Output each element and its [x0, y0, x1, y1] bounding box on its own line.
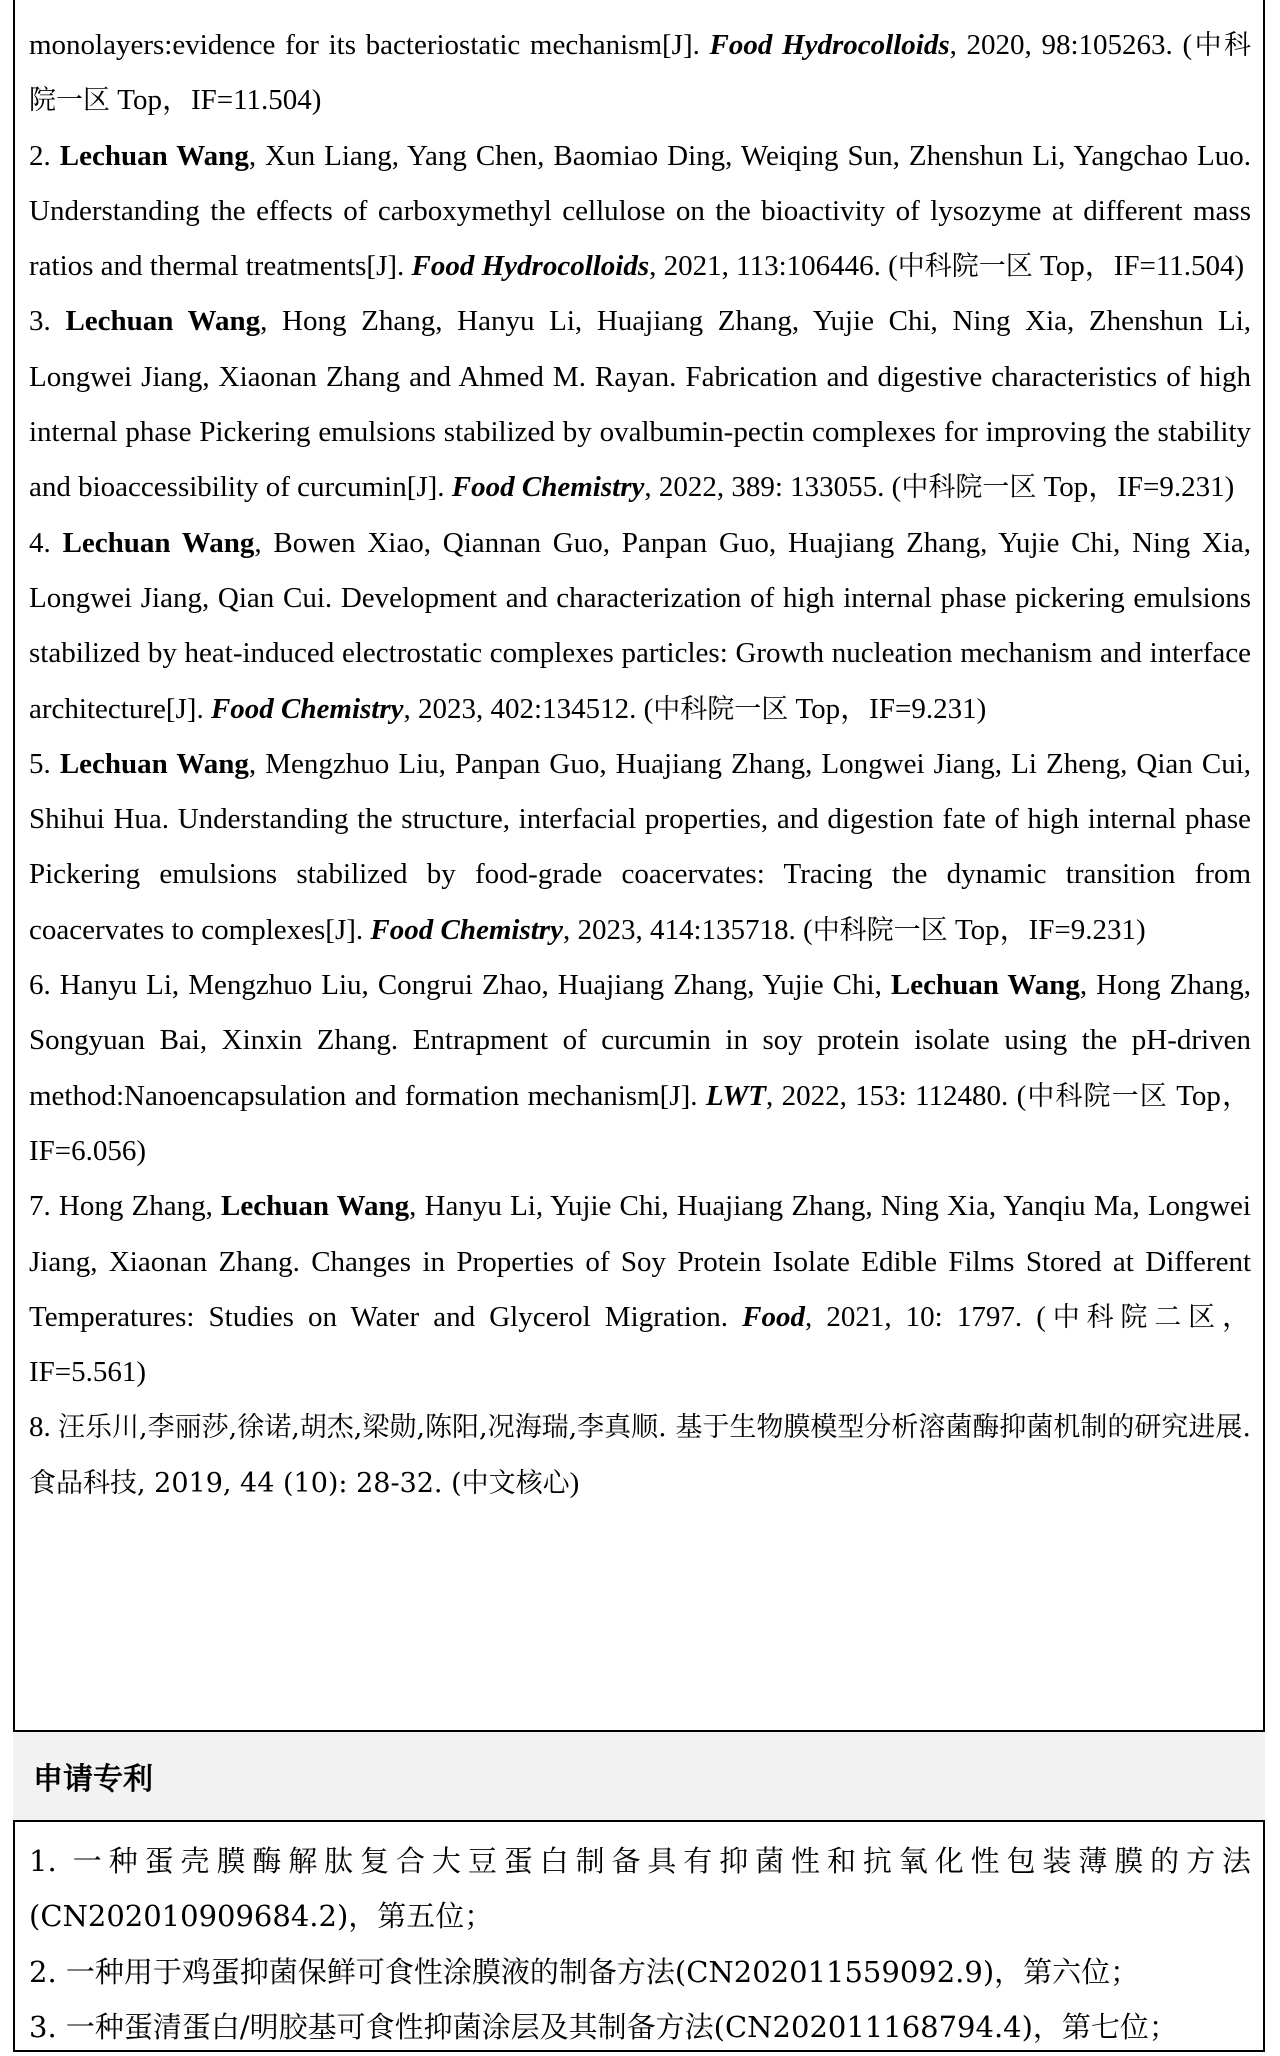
publication-item: 2. Lechuan Wang, Xun Liang, Yang Chen, Baomiao Ding, Weiqing Sun, Zhenshun Li, Yangchao Luo. Understanding the effects of carboxymethyl cellulose on the bioactivity of lysozyme at different mass ratios and thermal treatments[J]. Food Hydrocolloids, 2021, 113:106446. (中科院一区 Top，IF=11.504) — [29, 139, 1251, 283]
patent-list — [29, 1834, 1251, 2055]
publication-item: 6. Hanyu Li, Mengzhuo Liu, Congrui Zhao, Huajiang Zhang, Yujie Chi, Lechuan Wang, Hong Zhang, Songyuan Bai, Xinxin Zhang. Entrapment of curcumin in soy protein isolate using the pH-driven method:Nanoencapsulation and formation mechanism[J]. LWT, 2022, 153: 112480. (中科院一区 Top，IF=6.056) — [29, 969, 1251, 1167]
publication-item: monolayers:evidence for its bacteriostatic mechanism[J]. Food Hydrocolloids, 2020, 98:105263. (中科院一区 Top，IF=11.504) — [29, 29, 1252, 117]
patents-section-header — [13, 1730, 1265, 1822]
publication-item: 4. Lechuan Wang, Bowen Xiao, Qiannan Guo, Panpan Guo, Huajiang Zhang, Yujie Chi, Ning Xia, Longwei Jiang, Qian Cui. Development and characterization of high internal phase pickering emulsions stabilized by heat-induced electrostatic complexes particles: Growth nucleation mechanism and interface architecture[J]. Food Chemistry, 2023, 402:134512. (中科院一区 Top，IF=9.231) — [29, 526, 1252, 725]
publication-item: 7. Hong Zhang, Lechuan Wang, Hanyu Li, Yujie Chi, Huajiang Zhang, Ning Xia, Yanqiu Ma, Longwei Jiang, Xiaonan Zhang. Changes in Properties of Soy Protein Isolate Edible Films Stored at Different Temperatures: Studies on Water and Glycerol Migration. Food, 2021, 10: 1797. (中科院二区，IF=5.561) — [29, 1190, 1251, 1389]
section-title: 申请专利 — [33, 1762, 153, 1797]
publication-item: 3. Lechuan Wang, Hong Zhang, Hanyu Li, Huajiang Zhang, Yujie Chi, Ning Xia, Zhenshun Li, Longwei Jiang, Xiaonan Zhang and Ahmed M. Rayan. Fabrication and digestive characteristics of high internal phase Pickering emulsions stabilized by ovalbumin-pectin complexes for improving the stability and bioaccessibility of curcumin[J]. Food Chemistry, 2022, 389: 133055. (中科院一区 Top，IF=9.231) — [29, 305, 1252, 504]
publication-item: 5. Lechuan Wang, Mengzhuo Liu, Panpan Guo, Huajiang Zhang, Longwei Jiang, Li Zheng, Qian Cui, Shihui Hua. Understanding the structure, interfacial properties, and digestion fate of high internal phase Pickering emulsions stabilized by food-grade coacervates: Tracing the dynamic transition from coacervates to complexes[J]. Food Chemistry, 2023, 414:135718. (中科院一区 Top，IF=9.231) — [29, 747, 1251, 946]
patent-item: 2. 一种用于鸡蛋抑菌保鲜可食性涂膜液的制备方法(CN202011559092.9)，第六位； — [29, 1954, 1140, 1989]
publication-list — [29, 18, 1251, 1511]
patent-item: 1. 一种蛋壳膜酶解肽复合大豆蛋白制备具有抑菌性和抗氧化性包装薄膜的方法(CN202010909684.2)，第五位； — [29, 1844, 1251, 1934]
patent-item: 3. 一种蛋清蛋白/明胶基可食性抑菌涂层及其制备方法(CN202011168794.4)，第七位； — [29, 2009, 1178, 2044]
publication-item: 8. 汪乐川,李丽莎,徐诺,胡杰,梁勋,陈阳,况海瑞,李真顺. 基于生物膜模型分析溶菌酶抑菌机制的研究进展. 食品科技, 2019, 44 (10): 28-32. (中文核心) — [29, 1411, 1252, 1499]
